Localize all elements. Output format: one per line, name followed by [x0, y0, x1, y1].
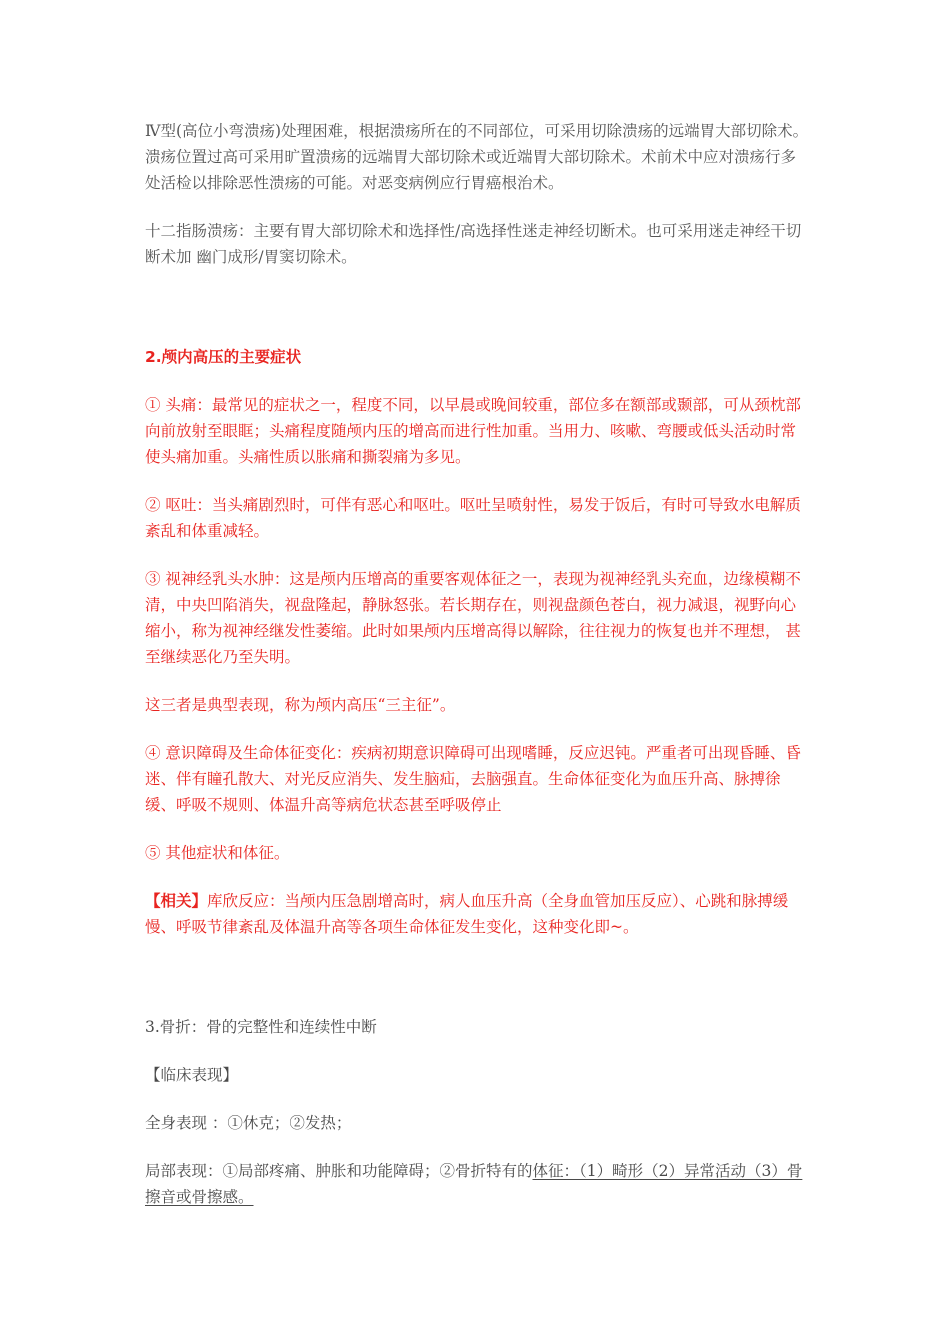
local-prefix: 局部表现：①局部疼痛、肿胀和功能障碍；②骨折特有的 [145, 1162, 533, 1180]
local-manifestation [145, 1158, 810, 1210]
clinical-manifestation-heading: 【临床表现】 [145, 1066, 239, 1084]
local-signs-underlined: 体征：（1）畸形（2）异常活动（3）骨擦音或骨擦感。 [145, 1162, 803, 1206]
symptom-papilledema: ③ 视神经乳头水肿：这是颅内压增高的重要客观体征之一，表现为视神经乳头充血，边缘模糊不清，中央凹陷消失，视盘隆起，静脉怒张。若长期存在，则视盘颜色苍白，视力减退，视野向心缩小，称为视神经继发性萎缩。此时如果颅内压增高得以解除，往往视力的恢复也并不理想， 甚至继续恶化乃至失明。 [145, 570, 801, 666]
related-cushing-reaction [145, 888, 810, 940]
symptom-vomiting: ② 呕吐：当头痛剧烈时，可伴有恶心和呕吐。呕吐呈喷射性，易发于饭后，有时可导致水电解质紊乱和体重减轻。 [145, 496, 801, 540]
document-page [145, 118, 810, 1210]
symptom-headache: ① 头痛：最常见的症状之一，程度不同，以早晨或晚间较重，部位多在额部或颞部，可从颈枕部向前放射至眼眶；头痛程度随颅内压的增高而进行性加重。当用力、咳嗽、弯腰或低头活动时常使头痛加重。头痛性质以胀痛和撕裂痛为多见。 [145, 396, 801, 466]
related-text: 库欣反应：当颅内压急剧增高时，病人血压升高（全身血管加压反应）、心跳和脉搏缓慢、呼吸节律紊乱及体温升高等各项生命体征发生变化，这种变化即~。 [145, 892, 789, 936]
related-tag: 【相关】 [145, 891, 208, 910]
symptom-consciousness: ④ 意识障碍及生命体征变化：疾病初期意识障碍可出现嗜睡，反应迟钝。严重者可出现昏睡、昏迷、伴有瞳孔散大、对光反应消失、发生脑疝，去脑强直。生命体征变化为血压升高、脉搏徐缓、呼吸不规则、体温升高等病危状态甚至呼吸停止 [145, 744, 801, 814]
section-heading-intracranial-pressure: 2.颅内高压的主要症状 [145, 348, 302, 366]
paragraph-ulcer-type4: Ⅳ型(高位小弯溃疡)处理困难，根据溃疡所在的不同部位，可采用切除溃疡的远端胃大部切除术。溃疡位置过高可采用旷置溃疡的远端胃大部切除术或近端胃大部切除术。术前术中应对溃疡行多处活检以排除恶性溃疡的可能。对恶变病例应行胃癌根治术。 [145, 122, 809, 192]
paragraph-duodenal-ulcer: 十二指肠溃疡：主要有胃大部切除术和选择性/高选择性迷走神经切断术。也可采用迷走神经干切断术加 幽门成形/胃窦切除术。 [145, 222, 802, 266]
triad-summary: 这三者是典型表现，称为颅内高压“三主征”。 [145, 696, 456, 714]
symptom-other: ⑤ 其他症状和体征。 [145, 844, 290, 862]
systemic-manifestation: 全身表现 ：①休克；②发热； [145, 1114, 352, 1132]
section-heading-fracture: 3.骨折：骨的完整性和连续性中断 [145, 1018, 377, 1036]
